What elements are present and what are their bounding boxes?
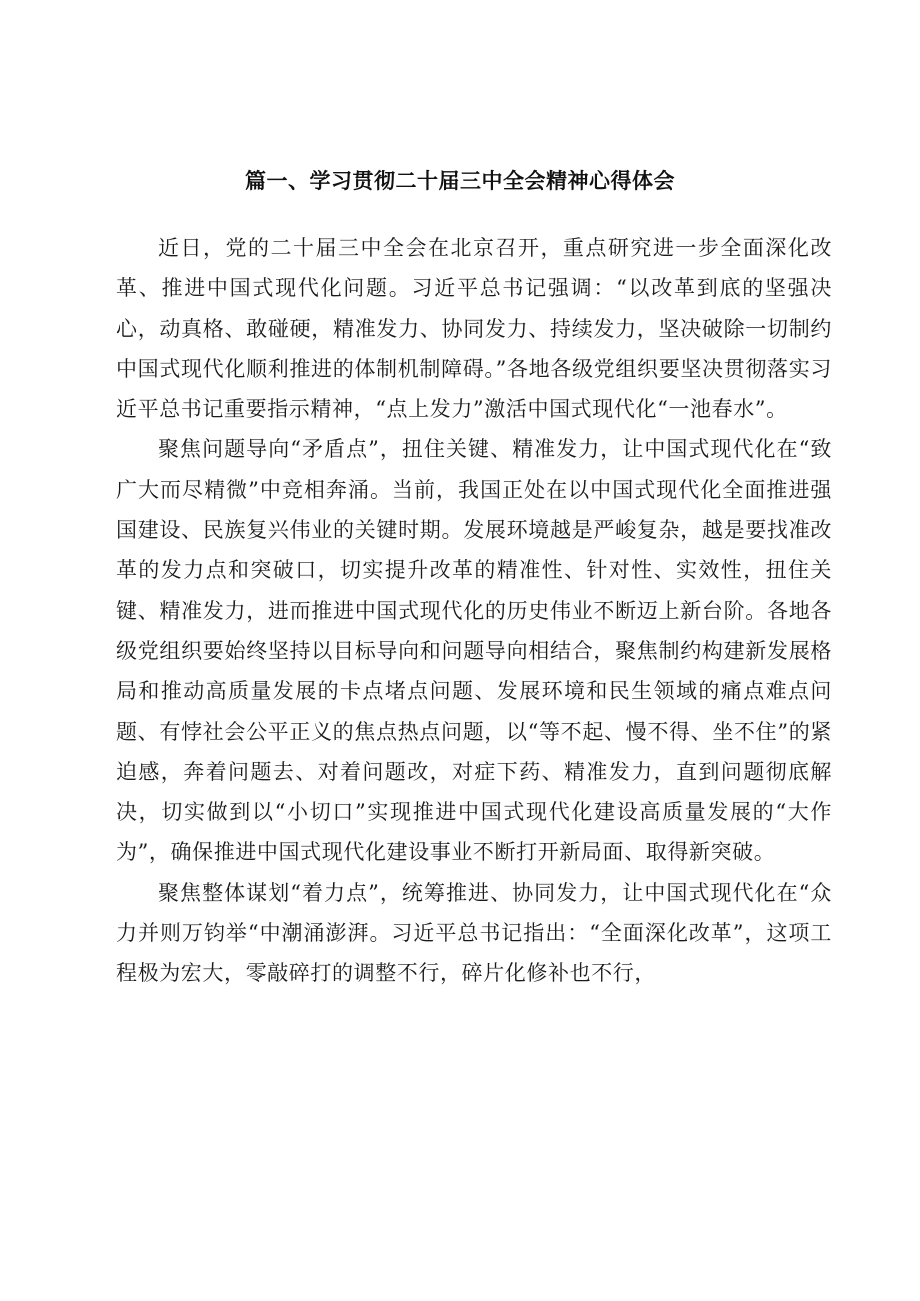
paragraph-2: 聚焦问题导向“矛盾点”，扭住关键、精准发力，让中国式现代化在“致广大而尽精微”中竞相奔涌。当前，我国正处在以中国式现代化全面推进强国建设、民族复兴伟业的关键时期。发展环境越是严峻复杂，越是要找准改革的发力点和突破口，切实提升改革的精准性、针对性、实效性，扭住关键、精准发力，进而推进中国式现代化的历史伟业不断迈上新台阶。各地各级党组织要始终坚持以目标导向和问题导向相结合，聚焦制约构建新发展格局和推动高质量发展的卡点堵点问题、发展环境和民生领域的痛点难点问题、有悖社会公平正义的焦点热点问题，以“等不起、慢不得、坐不住”的紧迫感，奔着问题去、对着问题改，对症下药、精准发力，直到问题彻底解决，切实做到以“小切口”实现推进中国式现代化建设高质量发展的“大作为”，确保推进中国式现代化建设事业不断打开新局面、取得新突破。	[116, 437, 832, 865]
paragraph-1: 近日，党的二十届三中全会在北京召开，重点研究进一步全面深化改革、推进中国式现代化问题。习近平总书记强调：“以改革到底的坚强决心，动真格、敢碰硬，精准发力、协同发力、持续发力，坚决破除一切制约中国式现代化顺利推进的体制机制障碍。”各地各级党组织要坚决贯彻落实习近平总书记重要指示精神，“点上发力”激活中国式现代化“一池春水”。	[116, 236, 832, 422]
document-body	[116, 228, 832, 994]
document-title: 篇一、学习贯彻二十届三中全会精神心得体会	[245, 169, 675, 193]
paragraph-3: 聚焦整体谋划“着力点”，统筹推进、协同发力，让中国式现代化在“众力并则万钧举“中潮涌澎湃。习近平总书记指出：“全面深化改革”，这项工程极为宏大，零敲碎打的调整不行，碎片化修补也不行，	[116, 880, 832, 986]
